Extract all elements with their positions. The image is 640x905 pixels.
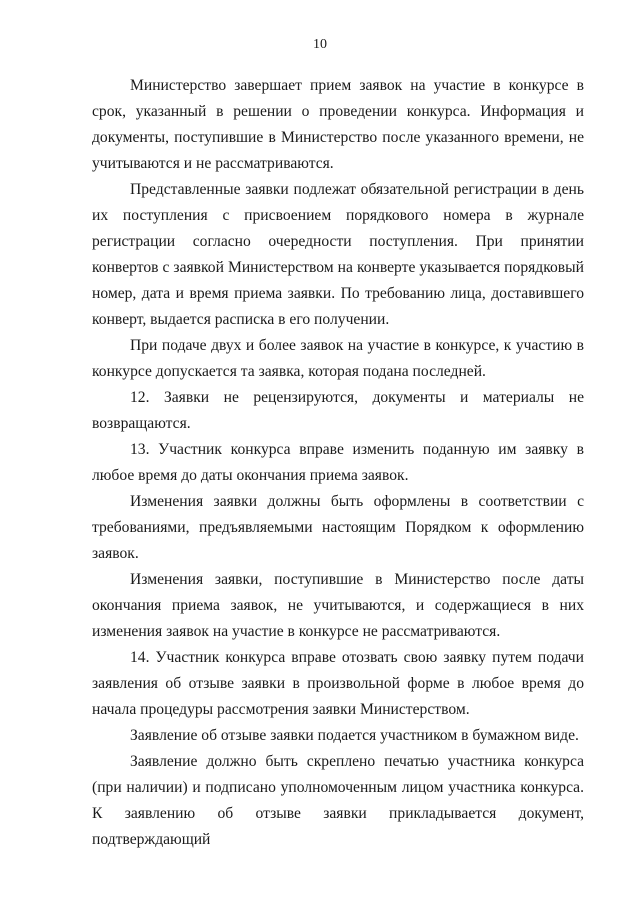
- paragraph-seal-signature: Заявление должно быть скреплено печатью участника конкурса (при наличии) и подписано уполномоченным лицом участника конкурса. К заявлению об отзыве заявки прикладывается документ, подтверждающий: [92, 753, 584, 848]
- paragraph-item-12: 12. Заявки не рецензируются, документы и материалы не возвращаются.: [92, 389, 584, 432]
- paragraph-registration: Представленные заявки подлежат обязательной регистрации в день их поступления с присвоением порядкового номера в журнале регистрации согласно очередности поступления. При принятии конвертов с заявкой Министерством на конверте указывается порядковый номер, дата и время приема заявки. По требованию лица, доставившего конверт, выдается расписка в его получении.: [92, 181, 584, 328]
- paragraph-paper-form: Заявление об отзыве заявки подается участником в бумажном виде.: [130, 727, 579, 744]
- paragraph-item-13: 13. Участник конкурса вправе изменить поданную им заявку в любое время до даты окончания приема заявок.: [92, 441, 584, 484]
- paragraph-changes-format: Изменения заявки должны быть оформлены в соответствии с требованиями, предъявляемыми настоящим Порядком к оформлению заявок.: [92, 493, 584, 562]
- page-number: 10: [313, 37, 327, 52]
- paragraph-multiple-applications: При подаче двух и более заявок на участие в конкурсе, к участию в конкурсе допускается та заявка, которая подана последней.: [92, 337, 584, 380]
- paragraph-item-14: 14. Участник конкурса вправе отозвать свою заявку путем подачи заявления об отзыве заявки в произвольной форме в любое время до начала процедуры рассмотрения заявки Министерством.: [92, 649, 584, 718]
- paragraph-deadline: Министерство завершает прием заявок на участие в конкурсе в срок, указанный в решении о проведении конкурса. Информация и документы, поступившие в Министерство после указанного времени, не учитываются и не рассматриваются.: [92, 77, 584, 172]
- paragraph-late-changes: Изменения заявки, поступившие в Министерство после даты окончания приема заявок, не учитываются, и содержащиеся в них изменения заявок на участие в конкурсе не рассматриваются.: [92, 571, 584, 640]
- document-body: [92, 73, 584, 853]
